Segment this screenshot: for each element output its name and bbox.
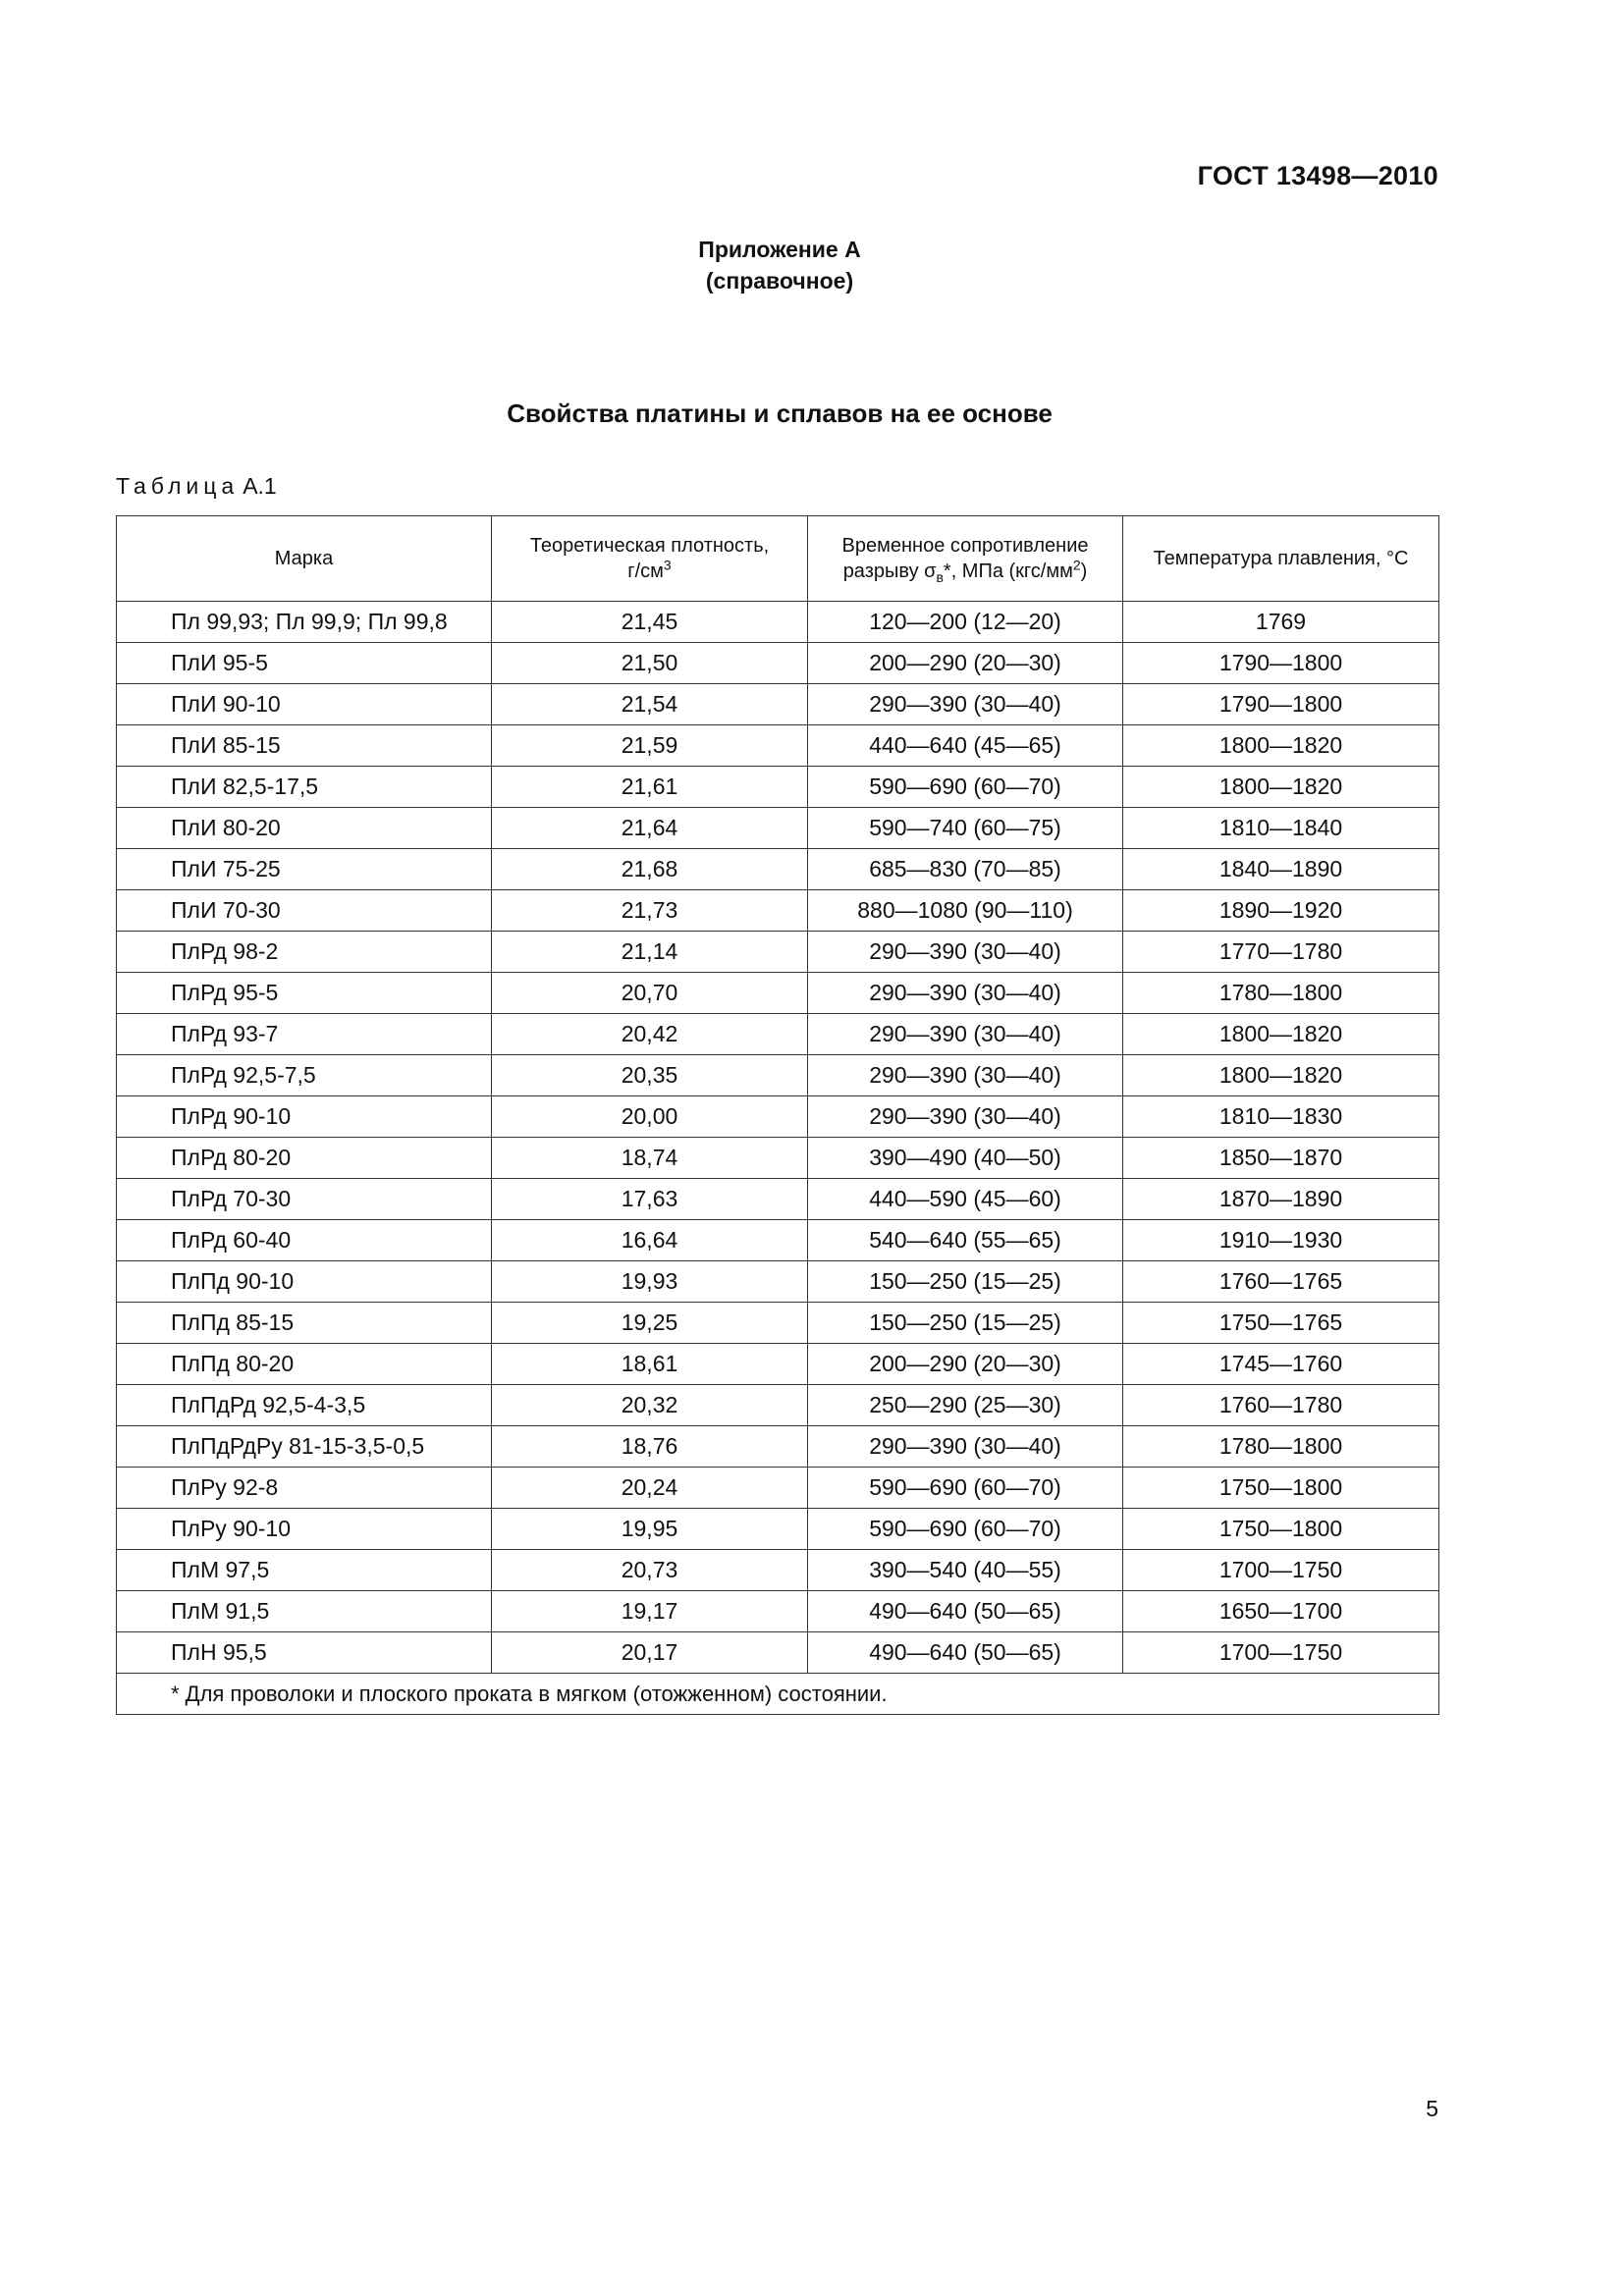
cell-strength: 880—1080 (90—110) bbox=[808, 890, 1123, 932]
cell-melting: 1750—1765 bbox=[1123, 1303, 1439, 1344]
header-strength bbox=[808, 516, 1123, 602]
header-melting: Температура плавления, °С bbox=[1123, 516, 1439, 602]
cell-grade: ПлРд 90-10 bbox=[117, 1096, 492, 1138]
cell-density: 20,73 bbox=[492, 1550, 808, 1591]
cell-melting: 1800—1820 bbox=[1123, 1014, 1439, 1055]
table-row bbox=[117, 1261, 1439, 1303]
table-row bbox=[117, 1179, 1439, 1220]
cell-melting: 1700—1750 bbox=[1123, 1550, 1439, 1591]
cell-melting: 1850—1870 bbox=[1123, 1138, 1439, 1179]
cell-strength: 440—590 (45—60) bbox=[808, 1179, 1123, 1220]
cell-strength: 120—200 (12—20) bbox=[808, 602, 1123, 643]
cell-density: 19,93 bbox=[492, 1261, 808, 1303]
cell-strength: 590—740 (60—75) bbox=[808, 808, 1123, 849]
table-row bbox=[117, 1385, 1439, 1426]
cell-strength: 440—640 (45—65) bbox=[808, 725, 1123, 767]
cell-density: 18,61 bbox=[492, 1344, 808, 1385]
cell-strength: 290—390 (30—40) bbox=[808, 1096, 1123, 1138]
cell-density: 21,68 bbox=[492, 849, 808, 890]
cell-grade: ПлИ 82,5-17,5 bbox=[117, 767, 492, 808]
cell-melting: 1800—1820 bbox=[1123, 725, 1439, 767]
table-caption-label: Таблица bbox=[116, 473, 240, 499]
cell-melting: 1769 bbox=[1123, 602, 1439, 643]
table-row bbox=[117, 1055, 1439, 1096]
table-caption bbox=[116, 473, 277, 500]
cell-density: 17,63 bbox=[492, 1179, 808, 1220]
appendix-heading bbox=[0, 234, 1559, 296]
cell-strength: 685—830 (70—85) bbox=[808, 849, 1123, 890]
cell-strength: 390—540 (40—55) bbox=[808, 1550, 1123, 1591]
cell-grade: ПлИ 80-20 bbox=[117, 808, 492, 849]
cell-melting: 1780—1800 bbox=[1123, 1426, 1439, 1468]
cell-grade: ПлРд 80-20 bbox=[117, 1138, 492, 1179]
header-density-unit: г/см bbox=[627, 561, 664, 582]
cell-melting: 1745—1760 bbox=[1123, 1344, 1439, 1385]
cell-melting: 1810—1830 bbox=[1123, 1096, 1439, 1138]
appendix-subtitle: (справочное) bbox=[705, 268, 854, 294]
table-footnote: * Для проволоки и плоского проката в мягком (отожженном) состоянии. bbox=[117, 1674, 1439, 1715]
cell-density: 16,64 bbox=[492, 1220, 808, 1261]
cell-melting: 1650—1700 bbox=[1123, 1591, 1439, 1632]
cell-grade: ПлИ 90-10 bbox=[117, 684, 492, 725]
cell-melting: 1800—1820 bbox=[1123, 767, 1439, 808]
cell-grade: ПлПдРд 92,5-4-3,5 bbox=[117, 1385, 492, 1426]
cell-density: 18,76 bbox=[492, 1426, 808, 1468]
cell-grade: ПлИ 75-25 bbox=[117, 849, 492, 890]
table-row bbox=[117, 1096, 1439, 1138]
table-row bbox=[117, 1303, 1439, 1344]
cell-density: 18,74 bbox=[492, 1138, 808, 1179]
cell-grade: ПлПд 80-20 bbox=[117, 1344, 492, 1385]
table-row bbox=[117, 1426, 1439, 1468]
header-strength-line1: Временное сопротивление bbox=[841, 535, 1089, 557]
table-row bbox=[117, 1509, 1439, 1550]
cell-density: 21,64 bbox=[492, 808, 808, 849]
table-row bbox=[117, 1550, 1439, 1591]
table-row bbox=[117, 1632, 1439, 1674]
cell-density: 20,32 bbox=[492, 1385, 808, 1426]
header-grade: Марка bbox=[117, 516, 492, 602]
cell-strength: 290—390 (30—40) bbox=[808, 1014, 1123, 1055]
cell-grade: ПлРд 98-2 bbox=[117, 932, 492, 973]
cell-grade: ПлИ 85-15 bbox=[117, 725, 492, 767]
cell-strength: 250—290 (25—30) bbox=[808, 1385, 1123, 1426]
cell-density: 20,24 bbox=[492, 1468, 808, 1509]
cell-melting: 1840—1890 bbox=[1123, 849, 1439, 890]
cell-melting: 1750—1800 bbox=[1123, 1468, 1439, 1509]
cell-grade: ПлРд 92,5-7,5 bbox=[117, 1055, 492, 1096]
cell-strength: 150—250 (15—25) bbox=[808, 1303, 1123, 1344]
cell-melting: 1890—1920 bbox=[1123, 890, 1439, 932]
cell-strength: 200—290 (20—30) bbox=[808, 643, 1123, 684]
cell-strength: 150—250 (15—25) bbox=[808, 1261, 1123, 1303]
cell-strength: 590—690 (60—70) bbox=[808, 1468, 1123, 1509]
cell-strength: 490—640 (50—65) bbox=[808, 1632, 1123, 1674]
cell-density: 19,25 bbox=[492, 1303, 808, 1344]
cell-grade: ПлРу 90-10 bbox=[117, 1509, 492, 1550]
cell-grade: ПлРд 93-7 bbox=[117, 1014, 492, 1055]
table-caption-number: А.1 bbox=[243, 473, 277, 499]
appendix-title: Приложение А bbox=[698, 237, 861, 262]
table-row bbox=[117, 1220, 1439, 1261]
header-density-text: Теоретическая плотность, bbox=[529, 535, 770, 557]
cell-density: 21,54 bbox=[492, 684, 808, 725]
cell-melting: 1870—1890 bbox=[1123, 1179, 1439, 1220]
table-row bbox=[117, 1468, 1439, 1509]
cell-density: 21,50 bbox=[492, 643, 808, 684]
cell-density: 21,14 bbox=[492, 932, 808, 973]
cell-grade: ПлИ 70-30 bbox=[117, 890, 492, 932]
cell-density: 20,42 bbox=[492, 1014, 808, 1055]
table-header-row bbox=[117, 516, 1439, 602]
table-row bbox=[117, 1344, 1439, 1385]
table-row bbox=[117, 973, 1439, 1014]
header-strength-mid: *, МПа (кгс/мм bbox=[943, 561, 1073, 582]
cell-melting: 1760—1765 bbox=[1123, 1261, 1439, 1303]
document-number: ГОСТ 13498—2010 bbox=[1197, 161, 1438, 190]
cell-density: 19,17 bbox=[492, 1591, 808, 1632]
page-number: 5 bbox=[1426, 2096, 1438, 2121]
cell-melting: 1910—1930 bbox=[1123, 1220, 1439, 1261]
cell-grade: ПлРд 60-40 bbox=[117, 1220, 492, 1261]
cell-strength: 290—390 (30—40) bbox=[808, 1055, 1123, 1096]
cell-density: 21,61 bbox=[492, 767, 808, 808]
cell-melting: 1760—1780 bbox=[1123, 1385, 1439, 1426]
cell-grade: ПлМ 91,5 bbox=[117, 1591, 492, 1632]
header-strength-suffix: ) bbox=[1080, 561, 1088, 582]
cell-density: 21,45 bbox=[492, 602, 808, 643]
table-body bbox=[117, 602, 1439, 1674]
cell-density: 20,70 bbox=[492, 973, 808, 1014]
cell-melting: 1810—1840 bbox=[1123, 808, 1439, 849]
cell-melting: 1750—1800 bbox=[1123, 1509, 1439, 1550]
cell-grade: ПлРд 95-5 bbox=[117, 973, 492, 1014]
table-row bbox=[117, 684, 1439, 725]
cell-grade: Пл 99,93; Пл 99,9; Пл 99,8 bbox=[117, 602, 492, 643]
cell-grade: ПлПд 90-10 bbox=[117, 1261, 492, 1303]
cell-grade: ПлПд 85-15 bbox=[117, 1303, 492, 1344]
table-row bbox=[117, 1138, 1439, 1179]
cell-melting: 1800—1820 bbox=[1123, 1055, 1439, 1096]
cell-melting: 1790—1800 bbox=[1123, 643, 1439, 684]
cell-grade: ПлПдРдРу 81-15-3,5-0,5 bbox=[117, 1426, 492, 1468]
table-footnote-row bbox=[117, 1674, 1439, 1715]
cell-grade: ПлРд 70-30 bbox=[117, 1179, 492, 1220]
cell-strength: 290—390 (30—40) bbox=[808, 973, 1123, 1014]
cell-density: 20,17 bbox=[492, 1632, 808, 1674]
cell-grade: ПлМ 97,5 bbox=[117, 1550, 492, 1591]
cell-strength: 290—390 (30—40) bbox=[808, 684, 1123, 725]
table-row bbox=[117, 1014, 1439, 1055]
table-row bbox=[117, 725, 1439, 767]
table-row bbox=[117, 602, 1439, 643]
cell-melting: 1790—1800 bbox=[1123, 684, 1439, 725]
cell-strength: 290—390 (30—40) bbox=[808, 1426, 1123, 1468]
header-strength-sup: 2 bbox=[1072, 557, 1081, 573]
table-row bbox=[117, 643, 1439, 684]
properties-table bbox=[116, 515, 1439, 1715]
header-density bbox=[492, 516, 808, 602]
cell-grade: ПлИ 95-5 bbox=[117, 643, 492, 684]
cell-density: 20,35 bbox=[492, 1055, 808, 1096]
cell-strength: 590—690 (60—70) bbox=[808, 767, 1123, 808]
cell-strength: 390—490 (40—50) bbox=[808, 1138, 1123, 1179]
cell-strength: 590—690 (60—70) bbox=[808, 1509, 1123, 1550]
cell-melting: 1770—1780 bbox=[1123, 932, 1439, 973]
table-row bbox=[117, 808, 1439, 849]
table-row bbox=[117, 1591, 1439, 1632]
cell-strength: 490—640 (50—65) bbox=[808, 1591, 1123, 1632]
table-row bbox=[117, 932, 1439, 973]
cell-strength: 290—390 (30—40) bbox=[808, 932, 1123, 973]
page-title: Свойства платины и сплавов на ее основе bbox=[507, 399, 1053, 428]
cell-density: 21,73 bbox=[492, 890, 808, 932]
table-row bbox=[117, 849, 1439, 890]
cell-strength: 540—640 (55—65) bbox=[808, 1220, 1123, 1261]
table-row bbox=[117, 890, 1439, 932]
cell-density: 21,59 bbox=[492, 725, 808, 767]
header-density-sup: 3 bbox=[663, 557, 672, 573]
cell-grade: ПлРу 92-8 bbox=[117, 1468, 492, 1509]
table-row bbox=[117, 767, 1439, 808]
header-strength-sub: в bbox=[936, 569, 944, 585]
cell-density: 19,95 bbox=[492, 1509, 808, 1550]
cell-density: 20,00 bbox=[492, 1096, 808, 1138]
cell-melting: 1700—1750 bbox=[1123, 1632, 1439, 1674]
header-strength-prefix: разрыву σ bbox=[842, 561, 937, 582]
cell-strength: 200—290 (20—30) bbox=[808, 1344, 1123, 1385]
cell-grade: ПлН 95,5 bbox=[117, 1632, 492, 1674]
cell-melting: 1780—1800 bbox=[1123, 973, 1439, 1014]
